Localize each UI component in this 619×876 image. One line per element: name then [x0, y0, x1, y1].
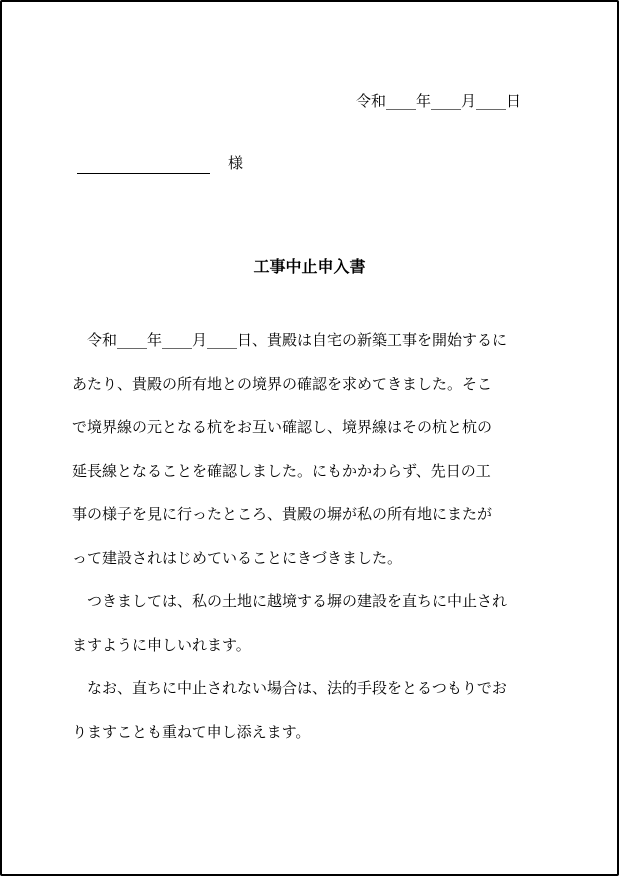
- date-line: 令和____年____月____日: [356, 92, 522, 110]
- body-line: あたり、貴殿の所有地との境界の確認を求めてきました。そこ: [72, 374, 493, 393]
- body-line: つきましては、私の土地に越境する塀の建設を直ちに中止され: [72, 592, 508, 610]
- body-line: って建設されはじめていることにきづきました。: [72, 548, 403, 567]
- document-title: 工事中止申入書: [253, 257, 366, 276]
- body-line: りますことも重ねて申し添えます。: [72, 722, 311, 741]
- body-line: で境界線の元となる杭をお互い確認し、境界線はその杭と杭の: [72, 418, 493, 436]
- addressee-line: [77, 152, 243, 174]
- body-line: 延長線となることを確認しました。にもかかわらず、先日の工: [72, 461, 491, 480]
- addressee-blank: [77, 155, 210, 174]
- body-line: 令和____年____月____日、貴殿は自宅の新築工事を開始するに: [72, 331, 508, 349]
- document-body: [72, 319, 552, 754]
- body-line: なお、直ちに中止されない場合は、法的手段をとるつもりでお: [72, 679, 507, 697]
- body-line: ますように申しいれます。: [72, 635, 251, 654]
- body-line: 事の様子を見に行ったところ、貴殿の塀が私の所有地にまたが: [72, 505, 493, 523]
- addressee-honorific: 様: [228, 154, 244, 172]
